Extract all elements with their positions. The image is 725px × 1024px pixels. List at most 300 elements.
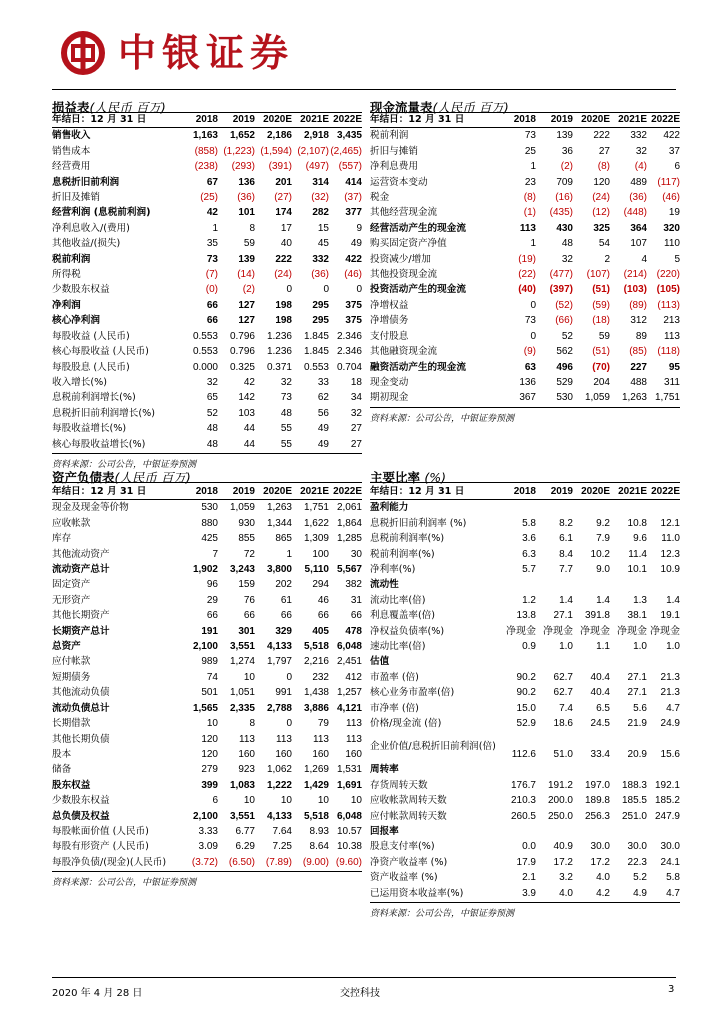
row-label: 利息覆盖率(倍): [370, 610, 436, 622]
table-row: [52, 144, 362, 159]
cell-value: 923: [238, 764, 255, 776]
table-row: [52, 421, 362, 436]
row-label: 核心每股收益增长(%): [52, 438, 146, 450]
cell-value: 33.4: [590, 748, 610, 760]
cell-value: 1,269: [303, 764, 329, 776]
cell-value: 198: [275, 315, 292, 327]
cell-value: (103): [623, 284, 647, 296]
cell-value: 40.9: [553, 841, 573, 853]
table-row: [52, 205, 362, 220]
cell-value: 66: [317, 610, 329, 622]
cell-value: 10: [280, 795, 292, 807]
cell-value: 1.0: [559, 641, 573, 653]
cell-value: 4,121: [336, 702, 362, 714]
header-year: 2021E: [292, 484, 329, 500]
table-row: [52, 670, 362, 685]
cell-value: 4.7: [666, 702, 680, 714]
table-row: [370, 639, 680, 654]
cell-value: 1.236: [266, 346, 292, 358]
row-label: 净增权益: [370, 299, 409, 311]
cell-value: 174: [275, 207, 292, 219]
cell-value: 139: [556, 130, 573, 142]
balance-title: 资产负债表(人民币 百万): [52, 470, 191, 485]
cell-value: 562: [556, 346, 573, 358]
cell-value: 113: [313, 733, 329, 745]
cell-value: 4,133: [266, 810, 292, 822]
table-row: [370, 282, 680, 297]
cell-value: (2,465): [330, 145, 362, 157]
row-label: 经营活动产生的现金流: [370, 222, 466, 234]
cell-value: (36): [237, 192, 255, 204]
cell-value: 32: [561, 253, 573, 265]
cell-value: 18.6: [553, 718, 573, 730]
cell-value: (448): [623, 207, 647, 219]
header-year: 2020E: [255, 484, 292, 500]
row-label: 市盈率 (倍): [370, 671, 419, 683]
cell-value: 430: [556, 222, 573, 234]
cell-value: 24.5: [590, 718, 610, 730]
table-row: [52, 516, 362, 531]
table-row: [370, 870, 680, 885]
cell-value: 1,062: [266, 764, 292, 776]
cell-value: 529: [556, 376, 573, 388]
cell-value: 66: [206, 315, 218, 327]
row-label: 每股收益增长(%): [52, 423, 127, 435]
table-row: [370, 701, 680, 716]
cell-value: 20.9: [627, 748, 647, 760]
cell-value: (4): [634, 161, 647, 173]
income-title: 损益表(人民币 百万): [52, 100, 166, 115]
header-rule: [52, 89, 676, 90]
row-label: 股息支付率(%): [370, 841, 435, 853]
cell-value: 23: [524, 176, 536, 188]
cell-value: 120: [593, 176, 610, 188]
cell-value: 530: [201, 502, 218, 514]
table-row: [52, 128, 362, 144]
cell-value: (9): [523, 346, 536, 358]
row-label: 净权益负债率(%): [370, 625, 445, 637]
cell-value: 112.6: [511, 748, 536, 760]
cell-value: (1,223): [223, 145, 255, 157]
cell-value: 17.2: [553, 856, 573, 868]
cell-value: 405: [312, 625, 329, 637]
cell-value: 8: [249, 222, 255, 234]
table-row: [370, 886, 680, 901]
cell-value: 27: [598, 145, 610, 157]
cell-value: 113: [346, 733, 362, 745]
cell-value: 101: [238, 207, 255, 219]
cell-value: [647, 577, 680, 592]
cell-value: 113: [519, 222, 536, 234]
cell-value: 27.1: [627, 687, 647, 699]
cell-value: (105): [656, 284, 680, 296]
cell-value: 478: [345, 625, 362, 637]
row-label: 长期资产总计: [52, 625, 110, 637]
cell-value: 3,886: [303, 702, 329, 714]
table-row: [52, 593, 362, 608]
cell-value: 2.346: [336, 330, 362, 342]
cell-value: 59: [598, 330, 610, 342]
row-label: 核心净利润: [52, 315, 100, 327]
cell-value: 17: [280, 222, 292, 234]
brand-name: 中银证券: [118, 30, 295, 75]
row-label: 净利息费用: [370, 161, 418, 173]
income-table: [52, 112, 362, 452]
cell-value: 49: [317, 438, 329, 450]
cell-value: 38.1: [627, 610, 647, 622]
table-row: [52, 190, 362, 205]
cell-value: 364: [630, 222, 647, 234]
cell-value: 3.2: [559, 872, 573, 884]
cell-value: 6: [212, 795, 218, 807]
cell-value: 1: [530, 238, 536, 250]
cell-value: (858): [194, 145, 218, 157]
footer-date: 2020 年 4 月 28 日: [52, 988, 143, 999]
cell-value: 95: [668, 361, 680, 373]
cell-value: 34: [350, 392, 362, 404]
row-label: 少数股东权益: [52, 795, 110, 807]
cell-value: 10: [317, 795, 329, 807]
table-row: [370, 562, 680, 577]
ratios-table-bottom-rule: [370, 902, 680, 903]
cell-value: 142: [238, 392, 255, 404]
cell-value: 11.0: [661, 533, 680, 545]
cell-value: 10: [206, 718, 218, 730]
cell-value: 12.1: [660, 517, 680, 529]
ratios-source: 资料来源：公司公告，中银证券预测: [370, 909, 515, 919]
table-row: [370, 516, 680, 531]
table-row: [52, 437, 362, 452]
cell-value: 489: [630, 176, 647, 188]
table-row: [52, 531, 362, 546]
cell-value: 399: [201, 779, 218, 791]
cell-value: 2,061: [336, 502, 362, 514]
cell-value: 4,133: [266, 641, 292, 653]
cell-value: 1,274: [229, 656, 255, 668]
row-label: 息税折旧前利润增长(%): [52, 407, 155, 419]
cell-value: 1: [530, 161, 536, 173]
table-row: [370, 654, 680, 669]
cell-value: 5.6: [633, 702, 647, 714]
table-row: [370, 128, 680, 144]
row-label: 其他经营现金流: [370, 207, 438, 219]
cell-value: 501: [201, 687, 218, 699]
table-row: [370, 390, 680, 405]
cell-value: 27.1: [627, 671, 647, 683]
table-row: [370, 329, 680, 344]
cell-value: 8.2: [559, 517, 573, 529]
cell-value: 1,797: [266, 656, 292, 668]
cell-value: 201: [275, 176, 292, 188]
cell-value: 5,110: [304, 564, 329, 576]
cell-value: 66: [350, 610, 362, 622]
cell-value: 120: [201, 748, 218, 760]
cell-value: 5,567: [336, 564, 362, 576]
cell-value: 185.2: [654, 795, 680, 807]
row-label: 资产收益率 (%): [370, 872, 438, 884]
cell-value: 1: [286, 548, 292, 560]
cell-value: 24.9: [660, 718, 680, 730]
cell-value: 191.2: [547, 779, 573, 791]
table-row: [52, 282, 362, 297]
row-label: 应收帐款: [52, 517, 91, 529]
table-row: [370, 670, 680, 685]
cell-value: 17.9: [516, 856, 536, 868]
cell-value: 32: [635, 145, 647, 157]
cell-value: 45: [317, 238, 329, 250]
footer-page: 3: [668, 984, 675, 995]
cell-value: 32: [350, 407, 362, 419]
row-label: 经营利润 (息税前利润): [52, 207, 151, 219]
cell-value: 72: [243, 548, 255, 560]
cell-value: 4.2: [596, 887, 610, 899]
table-row: [370, 531, 680, 546]
row-label: 其他长期资产: [52, 610, 110, 622]
cell-value: (3.72): [191, 856, 218, 868]
cell-value: 113: [276, 733, 292, 745]
cell-value: 56: [317, 407, 329, 419]
cell-value: [536, 577, 573, 592]
cell-value: 1.236: [266, 330, 292, 342]
cell-value: (214): [623, 269, 647, 281]
table-row: [52, 732, 362, 747]
cell-value: [573, 500, 610, 516]
cell-value: 52: [561, 330, 573, 342]
cell-value: 21.3: [660, 687, 680, 699]
cell-value: 40: [280, 238, 292, 250]
cell-value: [536, 654, 573, 669]
cell-value: [500, 762, 536, 777]
cell-value: 9.2: [596, 517, 610, 529]
header-year: 2020E: [255, 112, 292, 128]
cell-value: 7.64: [272, 825, 292, 837]
cell-value: 6,048: [336, 810, 362, 822]
table-row: [370, 375, 680, 390]
cell-value: [647, 824, 680, 839]
cell-value: 5.8: [666, 872, 680, 884]
row-label: 其他投资现金流: [370, 269, 438, 281]
table-row: [52, 654, 362, 669]
row-label: 其他收益/(损失): [52, 238, 121, 250]
cell-value: (397): [549, 284, 573, 296]
table-row: [370, 824, 680, 839]
cell-value: 425: [201, 533, 218, 545]
cell-value: 391.8: [584, 610, 610, 622]
table-row: [52, 390, 362, 405]
cell-value: [500, 824, 536, 839]
balance-unit: (人民币 百万): [114, 470, 191, 485]
cell-value: (557): [338, 161, 362, 173]
header-year: 2019: [218, 484, 255, 500]
cell-value: 422: [345, 253, 362, 265]
cell-value: 8.64: [309, 841, 329, 853]
cell-value: 6.77: [235, 825, 255, 837]
cell-value: (66): [555, 315, 573, 327]
ratios-title-rule: [370, 482, 680, 483]
row-label: 少数股东权益: [52, 284, 110, 296]
cell-value: 1,622: [303, 517, 329, 529]
cell-value: 9.6: [633, 533, 647, 545]
cell-value: [573, 762, 610, 777]
cell-value: 301: [238, 625, 255, 637]
cell-value: 27: [350, 423, 362, 435]
row-label: 销售收入: [52, 130, 91, 142]
cell-value: 1.845: [303, 346, 329, 358]
cell-value: 32: [206, 376, 218, 388]
row-label: 投资减少/增加: [370, 253, 431, 265]
cell-value: 189.8: [584, 795, 610, 807]
cell-value: (40): [518, 284, 536, 296]
cell-value: 3,551: [229, 641, 255, 653]
cell-value: 7.25: [272, 841, 292, 853]
row-label: 现金变动: [370, 376, 409, 388]
table-row: [370, 190, 680, 205]
cell-value: 31: [350, 594, 362, 606]
table-row: [52, 824, 362, 839]
cell-value: 30.0: [590, 841, 610, 853]
cell-value: 188.3: [621, 779, 647, 791]
cell-value: 52: [206, 407, 218, 419]
cell-value: (32): [311, 192, 329, 204]
cell-value: 989: [201, 656, 218, 668]
header-year: 2021E: [610, 484, 647, 500]
row-label: 流动负债总计: [52, 702, 110, 714]
cell-value: 7.9: [596, 533, 610, 545]
cell-value: 1.3: [633, 594, 647, 606]
cell-value: 51.0: [553, 748, 573, 760]
cell-value: 192.1: [654, 779, 680, 791]
row-label: 估值: [370, 656, 390, 668]
row-label: 折旧与摊销: [370, 145, 418, 157]
header-label: 年结日：12 月 31 日: [52, 112, 182, 128]
cell-value: 35: [206, 238, 218, 250]
cell-value: 0.000: [192, 361, 218, 373]
cell-value: 62.7: [553, 671, 573, 683]
cell-value: (391): [268, 161, 292, 173]
row-label: 库存: [52, 533, 72, 545]
cell-value: 311: [664, 376, 680, 388]
cell-value: (37): [344, 192, 362, 204]
cell-value: 260.5: [510, 810, 536, 822]
row-label: 总资产: [52, 641, 81, 653]
header-year: 2018: [500, 112, 536, 128]
cell-value: 0.371: [266, 361, 292, 373]
cell-value: 1,059: [584, 392, 610, 404]
cell-value: (220): [656, 269, 680, 281]
table-row: [52, 793, 362, 808]
row-label: 期初现金: [370, 392, 409, 404]
cell-value: 1,059: [229, 502, 255, 514]
cell-value: [573, 654, 610, 669]
cell-value: 160: [238, 748, 255, 760]
cell-value: 25: [524, 145, 536, 157]
cell-value: 7.7: [559, 564, 573, 576]
table-row: [52, 562, 362, 577]
cell-value: 204: [593, 376, 610, 388]
cell-value: 375: [345, 315, 362, 327]
cell-value: 5.7: [522, 564, 536, 576]
cell-value: 709: [556, 176, 573, 188]
row-label: 净利润: [52, 299, 81, 311]
cell-value: (7.89): [265, 856, 292, 868]
ratios-title: 主要比率 (%): [370, 470, 447, 485]
cell-value: 10.9: [660, 564, 680, 576]
ratios-unit: (%): [424, 470, 447, 485]
header-year: 2020E: [573, 484, 610, 500]
cell-value: 10: [243, 795, 255, 807]
table-header-row: [370, 484, 680, 500]
table-row: [52, 639, 362, 654]
cell-value: 0: [286, 671, 292, 683]
cell-value: (113): [657, 299, 680, 311]
cell-value: 1.2: [522, 594, 536, 606]
row-label: 价格/现金流 (倍): [370, 718, 442, 730]
cell-value: 73: [524, 130, 536, 142]
cell-value: 2,186: [266, 130, 292, 142]
cell-value: 4.0: [596, 872, 610, 884]
cell-value: 10.8: [627, 517, 647, 529]
cell-value: 5,518: [303, 641, 329, 653]
cell-value: 6.1: [559, 533, 573, 545]
cell-value: 0.325: [229, 361, 255, 373]
row-label: 净资产收益率 (%): [370, 856, 448, 868]
table-header-row: [52, 112, 362, 128]
cell-value: 15.0: [516, 702, 536, 714]
cell-value: 3,435: [336, 130, 362, 142]
cell-value: 90.2: [516, 671, 536, 683]
cell-value: 19: [668, 207, 680, 219]
cell-value: (435): [549, 207, 573, 219]
cell-value: 66: [206, 299, 218, 311]
cell-value: 74: [206, 671, 218, 683]
income-table-bottom-rule: [52, 453, 362, 454]
cell-value: 3.09: [198, 841, 218, 853]
cell-value: 197.0: [584, 779, 610, 791]
cell-value: 5: [674, 253, 680, 265]
table-row: [52, 624, 362, 639]
cell-value: 净现金: [650, 625, 680, 637]
row-label: 销售成本: [52, 145, 91, 157]
cell-value: 200.0: [547, 795, 573, 807]
row-label: 每股收益 (人民币): [52, 330, 130, 342]
cell-value: 10: [350, 795, 362, 807]
cell-value: (85): [629, 346, 647, 358]
row-label: 税金: [370, 192, 390, 204]
cell-value: 0.553: [303, 361, 329, 373]
row-label: 长期借款: [52, 718, 91, 730]
cell-value: 314: [312, 176, 329, 188]
row-label: 流动比率(倍): [370, 594, 426, 606]
cell-value: (22): [518, 269, 536, 281]
cell-value: 27: [350, 438, 362, 450]
row-label: 息税前利润率(%): [370, 533, 445, 545]
cell-value: 2,216: [303, 656, 329, 668]
cell-value: 40.4: [590, 687, 610, 699]
cell-value: 136: [238, 176, 255, 188]
header-year: 2021E: [610, 112, 647, 128]
row-label: 经营费用: [52, 161, 91, 173]
cell-value: 367: [519, 392, 536, 404]
cell-value: [536, 762, 573, 777]
cell-value: (25): [200, 192, 218, 204]
table-row: [52, 329, 362, 344]
cell-value: (2): [242, 284, 255, 296]
cell-value: 1.4: [596, 594, 610, 606]
row-label: 每股股息 (人民币): [52, 361, 130, 373]
cell-value: 1,652: [229, 130, 255, 142]
cell-value: 1,691: [336, 779, 362, 791]
row-label: 已运用资本收益率(%): [370, 887, 464, 899]
